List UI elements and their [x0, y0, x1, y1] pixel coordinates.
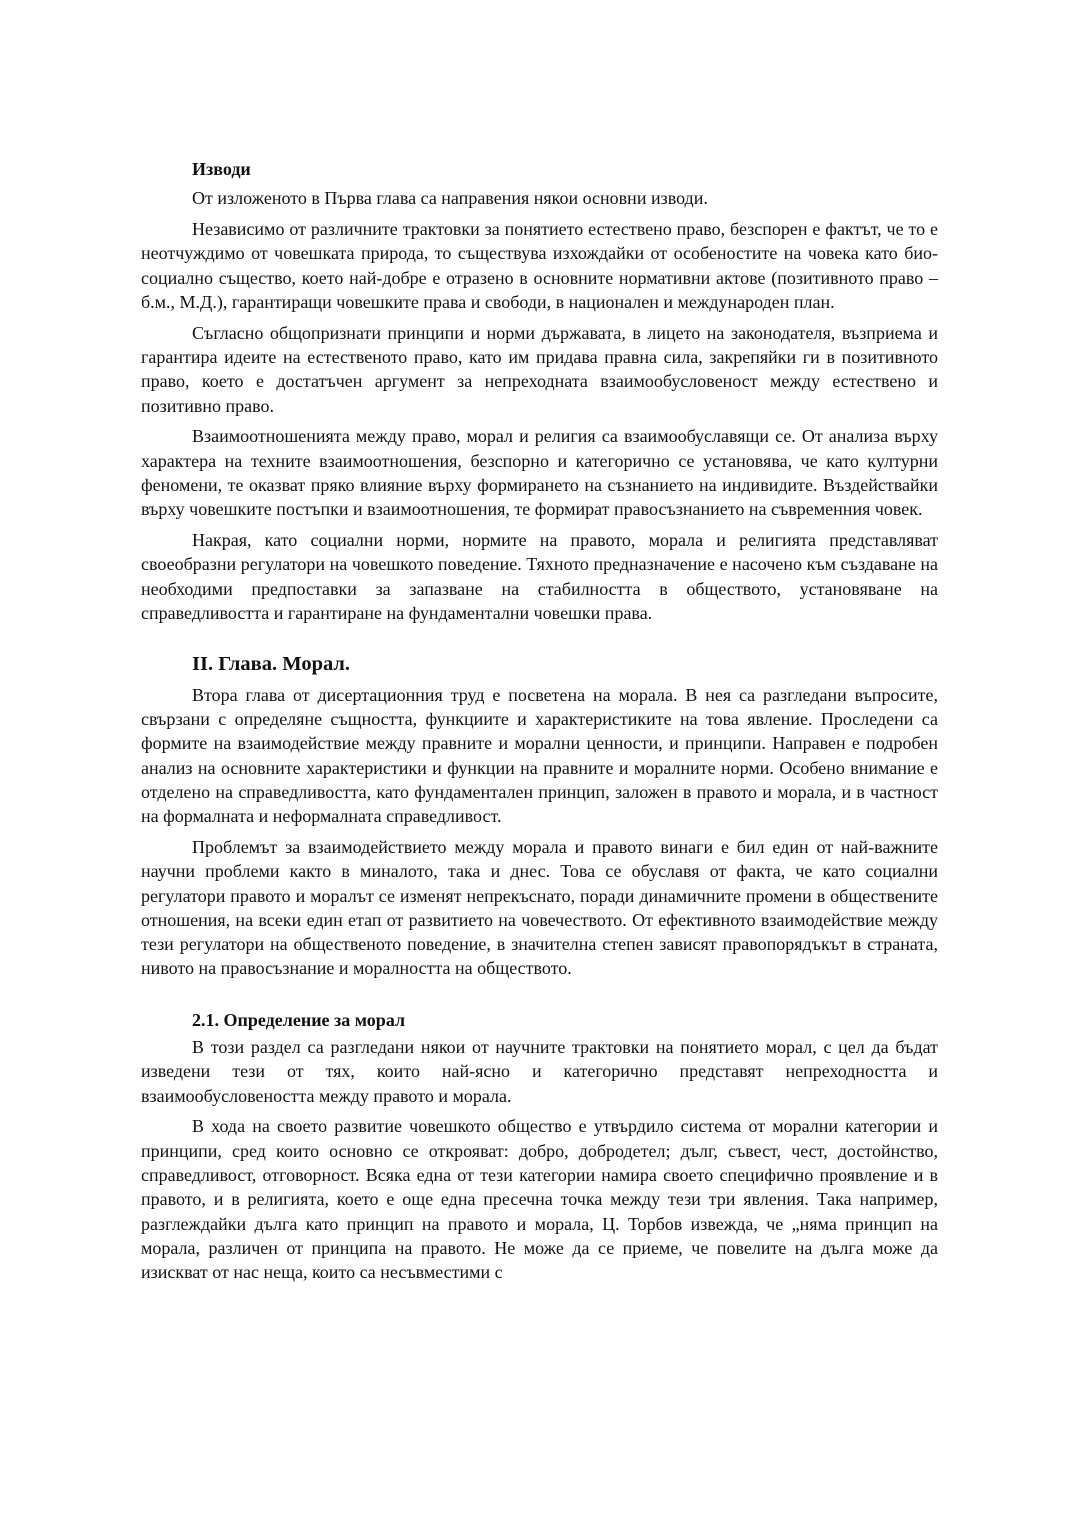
paragraph: Проблемът за взаимодействието между морала и правото винаги е бил един от най-важните научни проблеми както в миналото, така и днес. Това се обуславя от факта, че като социални регулатори правото и моралът се изменят непрекъснато, поради динамичните промени в обществените отношения, на всеки един етап от развитието на човечеството. От ефективното взаимодействие между тези регулатори на общественото поведение, в значителна степен зависят правопорядъкът в страната, нивото на правосъзнание и моралността на обществото. — [141, 836, 938, 979]
section-heading: 2.1. Определение за морал — [192, 1009, 406, 1030]
paragraph: Независимо от различните трактовки за понятието естествено право, безспорен е фактът, че то е неотчуждимо от човешката природа, то съществува изхождайки от особеностите на човека като био-социално същество, което най-добре е отразено в основните нормативни актове (позитивното право – б.м., М.Д.), гарантиращи човешките права и свободи, в национален и международен план. — [141, 219, 938, 312]
paragraph: Накрая, като социални норми, нормите на правото, морала и религията представляват своеобразни регулатори на човешкото поведение. Тяхното предназначение е насочено към създаване на необходими предпоставки за запазване на стабилността в обществото, установяване на справедливостта и гарантиране на фундаментални човешки права. — [141, 530, 938, 624]
conclusions-heading: Изводи — [192, 159, 251, 179]
paragraph: В хода на своето развитие човешкото общество е утвърдило система от морални категории и принципи, сред които основно се открояват: добро, добродетел; дълг, съвест, чест, достойнство, справедливост, отговорност. Всяка една от тези категории намира своето специфично проявление и в правото, и в религията, което е още една пресечна точка между тези три явления. Така например, разглеждайки дълга като принцип на правото и морала, Ц. Торбов извежда, че „няма принцип на морала, различен от принципа на правото. Не може да се приеме, че повелите на дълга може да изискват от нас неща, които са несъвместими с — [141, 1116, 938, 1283]
paragraph: Съгласно общопризнати принципи и норми държавата, в лицето на законодателя, възприема и гарантира идеите на естественото право, като им придава правна сила, закрепяйки ги в позитивното право, което е достатъчен аргумент за непреходната взаимообусловеност между естествено и позитивно право. — [141, 322, 938, 416]
paragraph: От изложеното в Първа глава са направения някои основни изводи. — [192, 188, 708, 209]
paragraph: Втора глава от дисертационния труд е посветена на морала. В нея са разгледани въпросите, свързани с определяне същността, функциите и характеристиките на това явление. Проследени са формите на взаимодействие между правните и морални ценности, и принципи. Направен е подробен анализ на основните характеристики и функции на правните и моралните норми. Особено внимание е отделено на справедливостта, като фундаментален принцип, заложен в правото и морала, и в частност на формалната и неформалната справедливост. — [141, 684, 938, 827]
page-body — [141, 157, 938, 1291]
chapter-heading: II. Глава. Морал. — [192, 653, 351, 676]
paragraph: В този раздел са разгледани някои от научните трактовки на понятието морал, с цел да бъдат изведени тези от тях, които най-ясно и категорично представят непреходността и взаимообусловеността между правото и морала. — [141, 1037, 938, 1106]
paragraph: Взаимоотношенията между право, морал и религия са взаимообуславящи се. От анализа върху характера на техните взаимоотношения, безспорно и категорично се установява, че като културни феномени, те оказват пряко влияние върху формирането на съзнанието на индивидите. Въздействайки върху човешките постъпки и взаимоотношения, те формират правосъзнанието на съвременния човек. — [141, 426, 938, 520]
